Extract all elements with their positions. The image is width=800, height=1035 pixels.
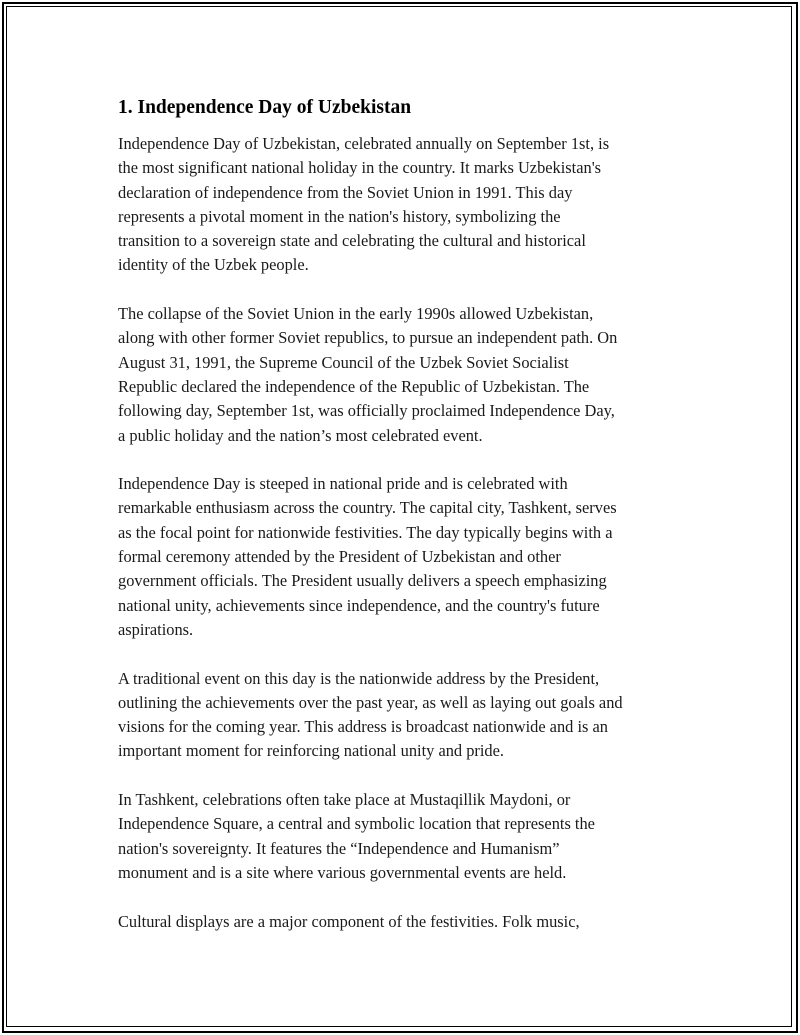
paragraph-line: along with other former Soviet republics, to pursue an independent path. On [118,328,618,348]
paragraph-5 [118,788,690,885]
paragraph-6 [118,910,690,934]
paragraph-line: In Tashkent, celebrations often take place at Mustaqillik Maydoni, or [118,790,571,810]
paragraph-line: as the focal point for nationwide festivities. The day typically begins with a [118,522,613,542]
paragraph-line: Independence Square, a central and symbolic location that represents the [118,814,595,834]
paragraph-line: Independence Day is steeped in national pride and is celebrated with [118,474,568,494]
paragraph-line: the most significant national holiday in the country. It marks Uzbekistan's [118,158,602,178]
paragraph-line: government officials. The President usually delivers a speech emphasizing [118,571,607,591]
paragraph-line: Cultural displays are a major component of the festivities. Folk music, [118,911,580,931]
paragraph-line: nation's sovereignty. It features the “Independence and Humanism” [118,838,560,858]
paragraph-4 [118,667,690,764]
paragraph-line: remarkable enthusiasm across the country. The capital city, Tashkent, serves [118,498,617,518]
paragraph-line: identity of the Uzbek people. [118,255,309,275]
document-body [118,96,690,958]
paragraph-line: national unity, achievements since independence, and the country's future [118,595,600,615]
paragraph-line: represents a pivotal moment in the nation's history, symbolizing the [118,206,561,226]
paragraph-line: transition to a sovereign state and celebrating the cultural and historical [118,231,586,251]
paragraph-line: The collapse of the Soviet Union in the early 1990s allowed Uzbekistan, [118,304,594,324]
paragraph-line: A traditional event on this day is the nationwide address by the President, [118,668,600,688]
paragraph-line: formal ceremony attended by the President of Uzbekistan and other [118,547,561,567]
paragraph-line: monument and is a site where various governmental events are held. [118,862,567,882]
paragraph-line: Republic declared the independence of the Republic of Uzbekistan. The [118,376,590,396]
paragraph-line: a public holiday and the nation’s most celebrated event. [118,425,483,445]
paragraph-line: visions for the coming year. This address is broadcast nationwide and is an [118,717,608,737]
paragraph-line: important moment for reinforcing national unity and pride. [118,741,504,761]
paragraph-line: outlining the achievements over the past year, as well as laying out goals and [118,692,623,712]
paragraph-line: aspirations. [118,619,194,639]
paragraph-line: August 31, 1991, the Supreme Council of the Uzbek Soviet Socialist [118,352,569,372]
section-heading: 1. Independence Day of Uzbekistan [118,97,412,118]
paragraph-line: following day, September 1st, was officially proclaimed Independence Day, [118,401,615,421]
paragraph-line: declaration of independence from the Soviet Union in 1991. This day [118,182,573,202]
paragraph-line: Independence Day of Uzbekistan, celebrated annually on September 1st, is [118,134,610,153]
paragraph-3 [118,472,690,642]
paragraph-1 [118,132,690,278]
paragraph-2 [118,302,690,448]
